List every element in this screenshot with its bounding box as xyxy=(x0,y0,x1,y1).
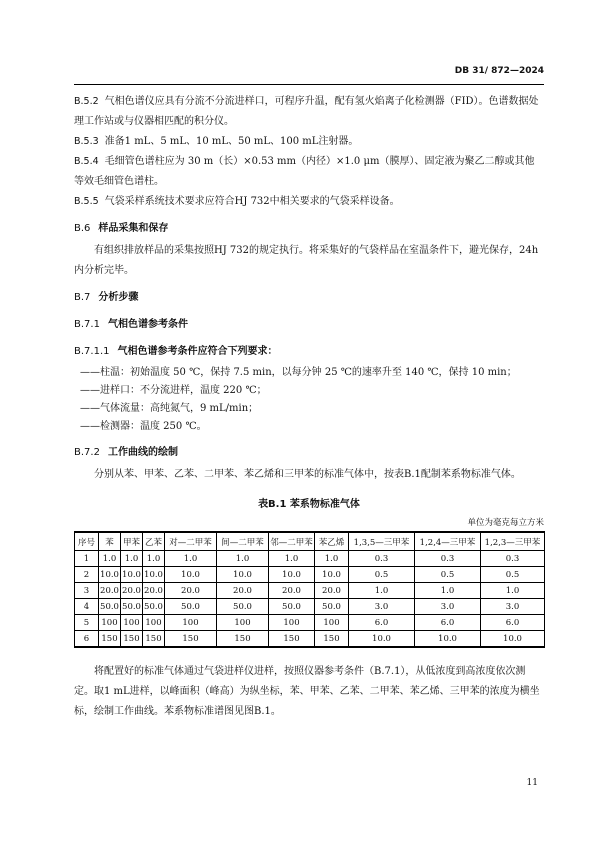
table-cell: 20.0 xyxy=(121,583,143,599)
table-cell: 3.0 xyxy=(349,599,415,615)
table-cell: 6.0 xyxy=(415,615,481,631)
clause-text: 准备1 mL、5 mL、10 mL、50 mL、100 mL注射器。 xyxy=(104,136,359,147)
table-row xyxy=(75,551,545,567)
section-heading-b71 xyxy=(74,315,544,335)
table-cell: 4 xyxy=(75,599,99,615)
section-heading-b6 xyxy=(74,219,544,239)
table-cell: 2 xyxy=(75,567,99,583)
table-cell: 100 xyxy=(217,615,269,631)
clause-b55 xyxy=(74,192,544,212)
table-cell: 1.0 xyxy=(165,551,217,567)
document-code: DB 31/ 872—2024 xyxy=(454,66,544,76)
table-cell: 1.0 xyxy=(99,551,121,567)
clause-text: 气相色谱仪应具有分流不分流进样口，可程序升温，配有氢火焰离子化检测器（FID）。色谱数据处理工作站或与仪器相匹配的积分仪。 xyxy=(74,96,539,127)
condition-item: ——检测器：温度 250 ℃。 xyxy=(80,421,207,432)
table-cell: 50.0 xyxy=(165,599,217,615)
clause-b53 xyxy=(74,132,544,152)
clause-number: B.5.4 xyxy=(74,156,99,167)
table-cell: 0.3 xyxy=(481,551,545,567)
table-cell: 150 xyxy=(121,631,143,648)
table-cell: 150 xyxy=(315,631,349,648)
table-header-row xyxy=(75,532,545,551)
table-cell: 150 xyxy=(99,631,121,648)
header-cell: 邻—二甲苯 xyxy=(269,532,315,551)
table-cell: 1.0 xyxy=(143,551,165,567)
section-heading-b7 xyxy=(74,288,544,308)
table-cell: 1.0 xyxy=(415,583,481,599)
table-cell: 6 xyxy=(75,631,99,648)
clause-text: 毛细管色谱柱应为 30 m（长）×0.53 mm（内径）×1.0 μm（膜厚）、固定液为聚乙二醇或其他等效毛细管色谱柱。 xyxy=(74,156,535,187)
table-cell: 150 xyxy=(269,631,315,648)
table-cell: 6.0 xyxy=(349,615,415,631)
clause-b52 xyxy=(74,92,544,132)
table-cell: 20.0 xyxy=(165,583,217,599)
table-cell: 10.0 xyxy=(143,567,165,583)
header-cell: 乙苯 xyxy=(143,532,165,551)
header-cell: 1,2,3—三甲苯 xyxy=(481,532,545,551)
page-number: 11 xyxy=(526,778,538,788)
table-cell: 50.0 xyxy=(217,599,269,615)
header-rule xyxy=(74,84,544,85)
section-title: 样品采集和保存 xyxy=(98,223,169,234)
header-cell: 甲苯 xyxy=(121,532,143,551)
table-cell: 20.0 xyxy=(217,583,269,599)
header-cell: 1,3,5—三甲苯 xyxy=(349,532,415,551)
standard-gas-table xyxy=(74,531,545,648)
table-cell: 3.0 xyxy=(481,599,545,615)
table-row xyxy=(75,599,545,615)
condition-item: ——进样口：不分流进样，温度 220 ℃； xyxy=(80,385,267,396)
table-cell: 100 xyxy=(269,615,315,631)
table-cell: 20.0 xyxy=(143,583,165,599)
section-title: 气相色谱参考条件 xyxy=(107,319,188,330)
table-row xyxy=(75,615,545,631)
section-b6-text: 有组织排放样品的采集按照HJ 732的规定执行。将采集好的气袋样品在室温条件下，避光保存，24h内分析完毕。 xyxy=(74,245,539,276)
table-cell: 1.0 xyxy=(481,583,545,599)
header-cell: 苯 xyxy=(99,532,121,551)
table-cell: 1 xyxy=(75,551,99,567)
table-cell: 1.0 xyxy=(269,551,315,567)
clause-text: 气袋采样系统技术要求应符合HJ 732中相关要求的气袋采样设备。 xyxy=(104,196,400,207)
table-cell: 0.5 xyxy=(349,567,415,583)
table-cell: 1.0 xyxy=(217,551,269,567)
clause-number: B.5.5 xyxy=(74,196,99,207)
table-cell: 10.0 xyxy=(121,567,143,583)
table-cell: 100 xyxy=(165,615,217,631)
section-b72-continued: 将配置好的标准气体通过气袋进样仪进样，按照仪器参考条件（B.7.1），从低浓度到高浓度依次测定。取1 mL进样，以峰面积（峰高）为纵坐标，苯、甲苯、乙苯、二甲苯、苯乙烯、三甲苯的浓度为横坐标，绘制工作曲线。苯系物标准谱图见图B.1。 xyxy=(74,666,540,717)
table-cell: 6.0 xyxy=(481,615,545,631)
table-cell: 50.0 xyxy=(315,599,349,615)
table-cell: 0.5 xyxy=(415,567,481,583)
table-cell: 10.0 xyxy=(349,631,415,648)
table-cell: 100 xyxy=(143,615,165,631)
table-cell: 0.5 xyxy=(481,567,545,583)
table-row xyxy=(75,631,545,648)
header-cell: 间—二甲苯 xyxy=(217,532,269,551)
table-cell: 3.0 xyxy=(415,599,481,615)
table-cell: 20.0 xyxy=(269,583,315,599)
section-b72-text: 分别从苯、甲苯、乙苯、二甲苯、苯乙烯和三甲苯的标准气体中，按表B.1配制苯系物标准气体。 xyxy=(94,469,521,480)
table-cell: 50.0 xyxy=(269,599,315,615)
table-cell: 20.0 xyxy=(99,583,121,599)
table-cell: 1.0 xyxy=(315,551,349,567)
section-number: B.6 xyxy=(74,223,91,234)
table-cell: 150 xyxy=(165,631,217,648)
section-title: 工作曲线的绘制 xyxy=(107,447,178,458)
table-cell: 1.0 xyxy=(349,583,415,599)
table-cell: 10.0 xyxy=(217,567,269,583)
condition-item: ——柱温：初始温度 50 ℃，保持 7.5 min，以每分钟 25 ℃的速率升至 140 ℃，保持 10 min； xyxy=(80,367,517,378)
table-cell: 10.0 xyxy=(315,567,349,583)
page-content xyxy=(74,92,544,722)
header-cell: 对—二甲苯 xyxy=(165,532,217,551)
table-header xyxy=(75,532,545,551)
table-title: 表B.1 苯系物标准气体 xyxy=(258,499,360,510)
table-cell: 10.0 xyxy=(165,567,217,583)
table-cell: 1.0 xyxy=(121,551,143,567)
table-cell: 100 xyxy=(121,615,143,631)
table-cell: 150 xyxy=(143,631,165,648)
table-row xyxy=(75,583,545,599)
header-cell: 苯乙烯 xyxy=(315,532,349,551)
clause-number: B.5.2 xyxy=(74,96,99,107)
table-cell: 0.3 xyxy=(415,551,481,567)
section-heading-b711 xyxy=(74,342,544,362)
table-cell: 10.0 xyxy=(415,631,481,648)
table-cell: 100 xyxy=(315,615,349,631)
section-title: 分析步骤 xyxy=(98,292,139,303)
table-cell: 10.0 xyxy=(481,631,545,648)
condition-item: ——气体流量：高纯氮气，9 mL/min； xyxy=(80,403,259,414)
header-cell: 序号 xyxy=(75,532,99,551)
table-cell: 100 xyxy=(99,615,121,631)
table-body xyxy=(75,551,545,648)
section-number: B.7.2 xyxy=(74,447,100,458)
table-cell: 10.0 xyxy=(269,567,315,583)
section-number: B.7.1.1 xyxy=(74,346,110,357)
section-heading-b72 xyxy=(74,443,544,463)
table-cell: 50.0 xyxy=(99,599,121,615)
section-number: B.7.1 xyxy=(74,319,100,330)
clause-number: B.5.3 xyxy=(74,136,99,147)
table-cell: 10.0 xyxy=(99,567,121,583)
table-cell: 0.3 xyxy=(349,551,415,567)
section-title: 气相色谱参考条件应符合下列要求： xyxy=(117,346,278,357)
table-cell: 150 xyxy=(217,631,269,648)
table-row xyxy=(75,567,545,583)
table-cell: 50.0 xyxy=(143,599,165,615)
table-cell: 5 xyxy=(75,615,99,631)
table-cell: 3 xyxy=(75,583,99,599)
table-unit: 单位为毫克每立方米 xyxy=(467,518,544,528)
header-cell: 1,2,4—三甲苯 xyxy=(415,532,481,551)
section-number: B.7 xyxy=(74,292,91,303)
table-cell: 20.0 xyxy=(315,583,349,599)
table-cell: 50.0 xyxy=(121,599,143,615)
clause-b54 xyxy=(74,152,544,192)
